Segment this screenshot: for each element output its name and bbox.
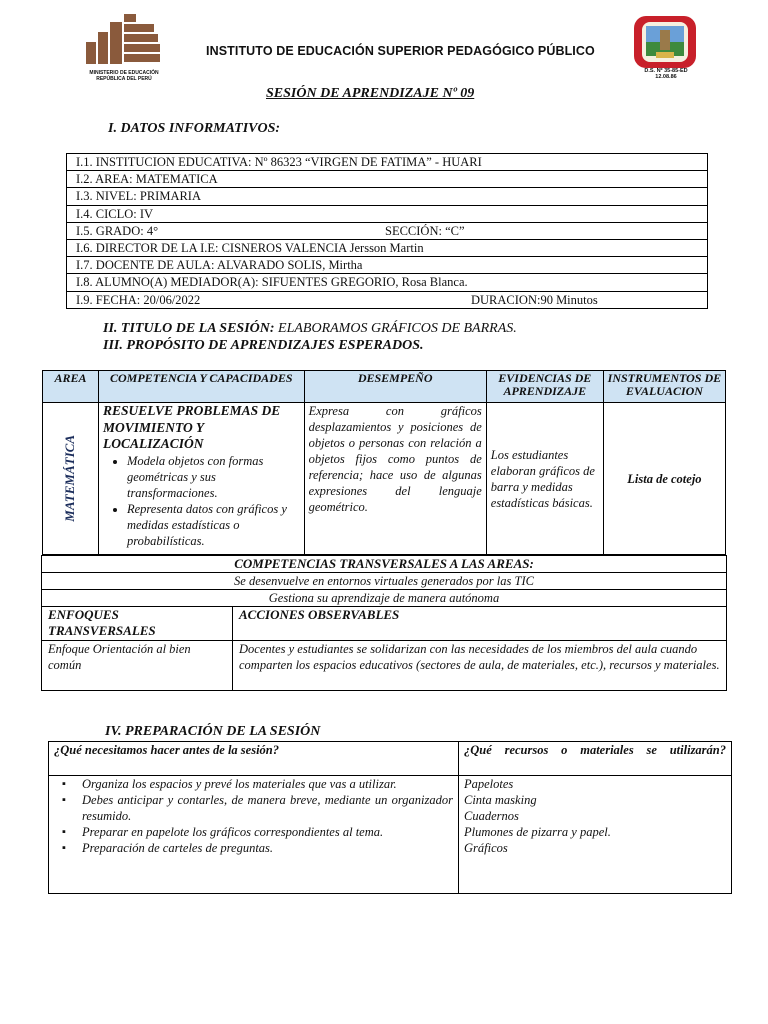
datos-row [67,257,707,274]
session-title-line [103,321,517,337]
header-evidencias: EVIDENCIAS DE APRENDIZAJE [486,371,603,403]
task-item: ▪ Preparación de carteles de preguntas. [54,840,453,856]
area-label: MATEMÁTICA [62,435,78,522]
competencia-cell [98,403,304,555]
materials-cell [459,776,732,894]
enfoques-header: ENFOQUES TRANSVERSALES [42,607,233,641]
seal-caption [636,68,696,80]
institution-seal [632,14,698,70]
task-item: ▪ Debes anticipar y contarles, de manera breve, mediante un organizador resumido. [54,792,453,824]
material-item: Gráficos [464,841,508,855]
datos-row-text: I.1. INSTITUCION EDUCATIVA: Nº 86323 “VIRGEN DE FATIMA” - HUARI [76,155,482,169]
datos-row-text: I.9. FECHA: 20/06/2022 [76,292,201,307]
evidencias-cell: Los estudiantes elaboran gráficos de barra y medidas estadísticas básicas. [486,403,603,555]
competencia-title: RESUELVE PROBLEMAS DE MOVIMIENTO Y LOCALIZACIÓN [102,403,281,451]
datos-row [67,274,707,291]
datos-row-text: I.4. CICLO: IV [76,206,154,221]
tasks-cell [49,776,459,894]
seccion-text: SECCIÓN: “C” [385,223,465,238]
section-heading-titulo: II. TITULO DE LA SESIÓN: [103,321,275,336]
section-heading-preparacion: IV. PREPARACIÓN DE LA SESIÓN [105,724,321,739]
transversal-table [41,555,727,691]
session-topic: ELABORAMOS GRÁFICOS DE BARRAS. [278,321,517,336]
datos-row [67,171,707,188]
datos-row [67,188,707,205]
datos-row [67,223,707,240]
materials-header-text: ¿Qué recursos o materiales se utilizarán? [464,743,726,757]
header-desempeno: DESEMPEÑO [304,371,486,403]
ministry-logo [86,12,162,82]
accion-cell: Docentes y estudiantes se solidarizan con las necesidades de los miembros del aula cuando comparten los espacios educativos (sectores de aula, de materiales, etc.), recursos y materiales. [233,641,727,691]
datos-row-text: I.6. DIRECTOR DE LA I.E: CISNEROS VALENCIA Jersson Martin [76,240,424,255]
datos-row-text: I.2. AREA: MATEMATICA [76,172,218,187]
capacidad-item: • Modela objetos con formas geométricas y sus transformaciones. [127,453,300,501]
instrumentos-cell: Lista de cotejo [603,403,725,555]
enfoque-cell: Enfoque Orientación al bien común [42,641,233,691]
section-heading-datos: I. DATOS INFORMATIVOS: [108,121,281,136]
datos-row-text: I.8. ALUMNO(A) MEDIADOR(A): SIFUENTES GREGORIO, Rosa Blanca. [76,275,468,290]
transversal-item: Gestiona su aprendizaje de manera autónoma [42,590,727,607]
task-item: ▪ Preparar en papelote los gráficos correspondientes al tema. [54,824,453,840]
datos-row [67,154,707,171]
seal-text-line: 12.08.86 [655,74,677,80]
section-heading-proposito: III. PROPÓSITO DE APRENDIZAJES ESPERADOS. [103,338,424,353]
area-cell [43,403,99,555]
desempeno-cell: Expresa con gráficos desplazamientos y posiciones de objetos o personas con relación a objetos fijos como puntos de referencia; hace uso de algunas expresiones del lenguaje geométrico. [304,403,486,555]
seal-text-line: D.S. Nº 35-85-ED [644,68,688,74]
preparacion-header-tasks: ¿Qué necesitamos hacer antes de la sesión? [49,742,459,776]
duracion-text: DURACION:90 Minutos [471,292,598,307]
datos-row [67,206,707,223]
transversal-item: Se desenvuelve en entornos virtuales generados por las TIC [42,573,727,590]
material-item: Cinta masking [464,793,537,807]
session-title: SESIÓN DE APRENDIZAJE Nº 09 [266,86,475,101]
header-instrumentos: INSTRUMENTOS DE EVALUACION [603,371,725,403]
header-area: AREA [43,371,99,403]
institution-title: INSTITUTO DE EDUCACIÓN SUPERIOR PEDAGÓGICO PÚBLICO [206,44,595,58]
datos-row-text: I.3. NIVEL: PRIMARIA [76,189,201,204]
datos-row [67,292,707,308]
material-item: Plumones de pizarra y papel. [464,825,611,839]
task-item: ▪ Organiza los espacios y prevé los materiales que vas a utilizar. [54,776,453,792]
header-competencia: COMPETENCIA Y CAPACIDADES [98,371,304,403]
proposito-table [42,370,726,555]
capacidad-item: • Representa datos con gráficos y medidas estadísticas o probabilísticas. [127,501,300,549]
acciones-header: ACCIONES OBSERVABLES [233,607,727,641]
preparacion-header-materials [459,742,732,776]
datos-row-text: I.5. GRADO: 4° [76,223,159,238]
datos-row [67,240,707,257]
transversal-title: COMPETENCIAS TRANSVERSALES A LAS AREAS: [42,556,727,573]
datos-row-text: I.7. DOCENTE DE AULA: ALVARADO SOLIS, Mirtha [76,258,363,273]
logo-text-line: REPÚBLICA DEL PERÚ [96,76,152,82]
datos-table [66,153,708,309]
material-item: Cuadernos [464,809,519,823]
preparacion-table [48,741,732,894]
material-item: Papelotes [464,777,514,791]
logo-text-line: MINISTERIO DE EDUCACIÓN [89,70,159,76]
